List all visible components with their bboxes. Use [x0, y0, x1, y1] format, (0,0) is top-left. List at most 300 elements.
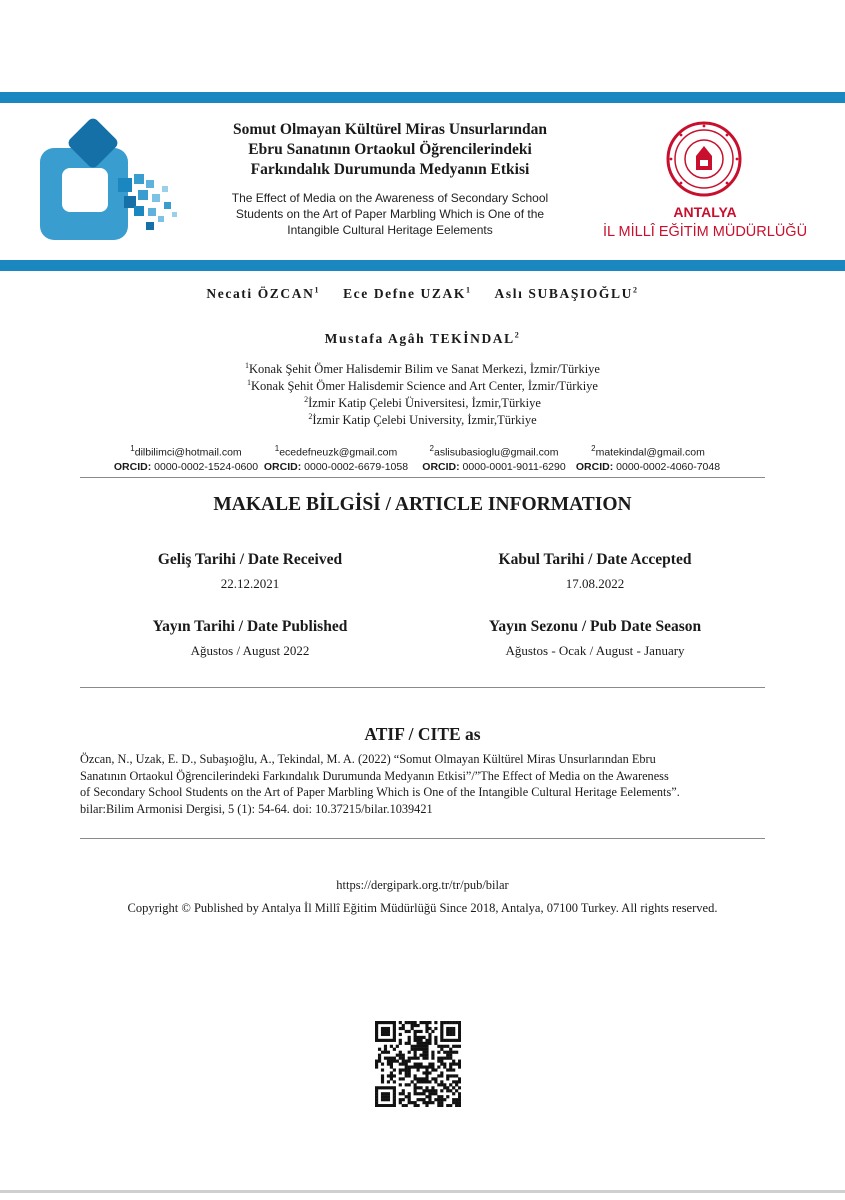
qr-module [443, 1098, 446, 1101]
qr-module [399, 1039, 402, 1042]
qr-module [422, 1077, 425, 1080]
qr-module [452, 1063, 455, 1066]
qr-module [393, 1089, 396, 1092]
qr-module [452, 1021, 455, 1024]
qr-module [417, 1068, 420, 1071]
qr-module [396, 1060, 399, 1063]
qr-module [428, 1027, 431, 1030]
qr-module [443, 1063, 446, 1066]
qr-module [437, 1065, 440, 1068]
author-name: Ece Defne UZAK$^1$ [343, 285, 472, 301]
email-link[interactable]: aslisubasioglu@gmail.com [433, 446, 559, 459]
qr-module [440, 1048, 443, 1051]
email-link[interactable]: dilbilimci@hotmail.com [134, 446, 242, 459]
qr-module [414, 1074, 417, 1077]
qr-module [446, 1074, 449, 1077]
qr-module [399, 1083, 402, 1086]
qr-module [402, 1063, 405, 1066]
qr-module [428, 1080, 431, 1083]
qr-module [414, 1092, 417, 1095]
qr-module [402, 1057, 405, 1060]
qr-module [414, 1033, 417, 1036]
qr-module [428, 1092, 431, 1095]
qr-module [449, 1051, 452, 1054]
qr-module [417, 1086, 420, 1089]
qr-module [405, 1071, 408, 1074]
affiliation: $^1$Konak Şehit Ömer Halisdemir Bilim ve Sanat Merkezi, İzmir/Türkiye [245, 361, 600, 377]
qr-module [417, 1065, 420, 1068]
qr-module [419, 1048, 422, 1051]
qr-module [449, 1033, 452, 1036]
qr-module [422, 1051, 425, 1054]
qr-module [402, 1092, 405, 1095]
qr-module [440, 1089, 443, 1092]
qr-module [431, 1092, 434, 1095]
qr-module [428, 1033, 431, 1036]
qr-module [425, 1080, 428, 1083]
qr-module [411, 1024, 414, 1027]
qr-module [378, 1086, 381, 1089]
qr-module [419, 1092, 422, 1095]
qr-module [422, 1021, 425, 1024]
email-link[interactable]: matekindal@gmail.com [595, 446, 705, 459]
qr-module [425, 1068, 428, 1071]
qr-module [387, 1027, 390, 1030]
qr-module [375, 1092, 378, 1095]
qr-module [387, 1060, 390, 1063]
qr-module [378, 1048, 381, 1051]
qr-module [411, 1021, 414, 1024]
copyright-notice: Copyright © Published by Antalya İl Millî Eğitim Müdürlüğü Since 2018, Antalya, 07100 Turkey. All rights reserved. [127, 901, 718, 915]
qr-module [434, 1077, 437, 1080]
qr-module [437, 1098, 440, 1101]
qr-module [387, 1092, 390, 1095]
qr-module [384, 1039, 387, 1042]
title-tr-line: Somut Olmayan Kültürel Miras Unsurlarından [232, 121, 548, 138]
qr-module [455, 1101, 458, 1104]
title-tr-line: Ebru Sanatının Ortaokul Öğrencilerindeki [248, 141, 532, 158]
qr-code-icon[interactable] [375, 1021, 461, 1107]
qr-module [455, 1021, 458, 1024]
qr-module [449, 1030, 452, 1033]
affiliation: $^1$Konak Şehit Ömer Halisdemir Science and Art Center, İzmir/Türkiye [247, 378, 598, 394]
qr-module [428, 1036, 431, 1039]
qr-module [402, 1027, 405, 1030]
qr-module [390, 1071, 393, 1074]
qr-module [428, 1071, 431, 1074]
qr-module [449, 1021, 452, 1024]
qr-module [411, 1027, 414, 1030]
qr-module [393, 1030, 396, 1033]
qr-module [455, 1074, 458, 1077]
author-name: Mustafa Agâh TEKİNDAL$^2$ [324, 330, 521, 346]
qr-module [387, 1057, 390, 1060]
qr-module [387, 1039, 390, 1042]
qr-module [393, 1060, 396, 1063]
qr-module [375, 1101, 378, 1104]
qr-module [443, 1086, 446, 1089]
qr-module [437, 1074, 440, 1077]
qr-module [428, 1063, 431, 1066]
qr-module [419, 1045, 422, 1048]
orcid-id[interactable]: 0000-0002-4060-7048 [616, 460, 721, 473]
qr-module [414, 1104, 417, 1107]
qr-module [419, 1077, 422, 1080]
divider [80, 477, 765, 478]
qr-module [422, 1098, 425, 1101]
qr-module [440, 1060, 443, 1063]
qr-module [458, 1060, 461, 1063]
qr-module [381, 1080, 384, 1083]
qr-module [425, 1104, 428, 1107]
qr-module [375, 1086, 378, 1089]
qr-module [452, 1086, 455, 1089]
qr-module [387, 1033, 390, 1036]
qr-module [443, 1021, 446, 1024]
article-info-heading: MAKALE BİLGİSİ / ARTICLE INFORMATION [213, 494, 632, 515]
qr-module [419, 1063, 422, 1066]
qr-module [446, 1021, 449, 1024]
citation-line: Özcan, N., Uzak, E. D., Subaşıoğlu, A., Tekindal, M. A. (2022) “Somut Olmayan Kültürel Miras Unsurlarından Ebru [80, 752, 656, 766]
qr-module [387, 1104, 390, 1107]
qr-module [417, 1098, 420, 1101]
qr-module [378, 1054, 381, 1057]
qr-module [431, 1054, 434, 1057]
qr-module [417, 1045, 420, 1048]
qr-module [428, 1095, 431, 1098]
qr-module [399, 1063, 402, 1066]
qr-module [399, 1027, 402, 1030]
qr-module [402, 1024, 405, 1027]
qr-module [396, 1045, 399, 1048]
qr-module [393, 1036, 396, 1039]
qr-module [425, 1039, 428, 1042]
qr-module [417, 1104, 420, 1107]
qr-module [408, 1036, 411, 1039]
qr-module [384, 1021, 387, 1024]
date-published-value: Ağustos / August 2022 [190, 643, 310, 658]
qr-module [440, 1039, 443, 1042]
qr-module [399, 1098, 402, 1101]
qr-module [414, 1063, 417, 1066]
qr-module [437, 1051, 440, 1054]
qr-module [431, 1030, 434, 1033]
qr-module [452, 1068, 455, 1071]
qr-module [440, 1095, 443, 1098]
qr-module [414, 1083, 417, 1086]
qr-module [440, 1027, 443, 1030]
qr-module [387, 1080, 390, 1083]
qr-module [393, 1039, 396, 1042]
qr-module [390, 1074, 393, 1077]
citation-line: bilar:Bilim Armonisi Dergisi, 5 (1): 54-64. doi: 10.37215/bilar.1039421 [80, 801, 433, 816]
qr-module [393, 1057, 396, 1060]
author-list-row2 [0, 330, 845, 347]
qr-module [458, 1065, 461, 1068]
qr-module [384, 1086, 387, 1089]
pub-season-label: Yayın Sezonu / Pub Date Season [488, 618, 702, 635]
qr-module [375, 1098, 378, 1101]
qr-module [375, 1065, 378, 1068]
qr-module [428, 1101, 431, 1104]
qr-module [375, 1024, 378, 1027]
qr-module [417, 1039, 420, 1042]
qr-module [399, 1033, 402, 1036]
qr-module [405, 1042, 408, 1045]
qr-module [393, 1021, 396, 1024]
author-name: Necati ÖZCAN$^1$ [206, 285, 321, 301]
qr-module [425, 1074, 428, 1077]
qr-module [437, 1045, 440, 1048]
qr-module [431, 1057, 434, 1060]
qr-module [440, 1104, 443, 1107]
qr-module [378, 1057, 381, 1060]
qr-module [434, 1098, 437, 1101]
qr-module [422, 1080, 425, 1083]
qr-module [452, 1033, 455, 1036]
qr-module [425, 1048, 428, 1051]
qr-module [408, 1039, 411, 1042]
qr-module [425, 1065, 428, 1068]
qr-module [449, 1048, 452, 1051]
qr-module [440, 1030, 443, 1033]
qr-module [458, 1027, 461, 1030]
page-edge [0, 1190, 845, 1193]
qr-module [390, 1104, 393, 1107]
qr-module [417, 1080, 420, 1083]
qr-module [428, 1098, 431, 1101]
qr-module [452, 1092, 455, 1095]
qr-module [425, 1027, 428, 1030]
qr-module [414, 1048, 417, 1051]
qr-module [455, 1039, 458, 1042]
qr-module [440, 1063, 443, 1066]
qr-module [405, 1095, 408, 1098]
qr-module [381, 1074, 384, 1077]
qr-module [419, 1039, 422, 1042]
divider [80, 838, 765, 839]
qr-module [443, 1039, 446, 1042]
institution-name-line1: ANTALYA [673, 204, 737, 220]
qr-module [431, 1063, 434, 1066]
qr-module [387, 1030, 390, 1033]
qr-module [431, 1068, 434, 1071]
qr-module [446, 1057, 449, 1060]
cite-heading: ATIF / CITE as [364, 724, 481, 744]
qr-module [440, 1071, 443, 1074]
article-title-en [195, 190, 585, 238]
qr-module [425, 1021, 428, 1024]
divider [80, 687, 765, 688]
qr-module [422, 1054, 425, 1057]
qr-module [446, 1033, 449, 1036]
qr-module [381, 1077, 384, 1080]
qr-module [422, 1036, 425, 1039]
qr-module [458, 1098, 461, 1101]
qr-module [375, 1027, 378, 1030]
qr-module [455, 1063, 458, 1066]
qr-module [381, 1030, 384, 1033]
affiliation: $^2$İzmir Katip Çelebi University, İzmir,Türkiye [308, 412, 537, 428]
qr-module [446, 1104, 449, 1107]
qr-module [393, 1104, 396, 1107]
qr-module [440, 1024, 443, 1027]
qr-module [437, 1060, 440, 1063]
qr-module [384, 1027, 387, 1030]
orcid-id[interactable]: 0000-0002-1524-0600 [154, 460, 259, 473]
qr-module [419, 1080, 422, 1083]
title-en-line: Students on the Art of Paper Marbling Which is One of the [235, 207, 545, 221]
qr-module [434, 1021, 437, 1024]
qr-module [425, 1042, 428, 1045]
qr-module [408, 1060, 411, 1063]
qr-module [458, 1092, 461, 1095]
qr-module [452, 1027, 455, 1030]
qr-module [449, 1068, 452, 1071]
qr-module [414, 1089, 417, 1092]
qr-module [455, 1089, 458, 1092]
qr-module [425, 1045, 428, 1048]
qr-module [431, 1086, 434, 1089]
qr-module [408, 1098, 411, 1101]
qr-module [408, 1071, 411, 1074]
qr-module [419, 1030, 422, 1033]
qr-module [399, 1042, 402, 1045]
qr-module [449, 1027, 452, 1030]
qr-module [446, 1089, 449, 1092]
qr-module [390, 1063, 393, 1066]
qr-module [417, 1092, 420, 1095]
qr-module [422, 1089, 425, 1092]
qr-module [393, 1092, 396, 1095]
qr-module [428, 1042, 431, 1045]
date-received-label: Geliş Tarihi / Date Received [157, 551, 343, 568]
qr-module [458, 1080, 461, 1083]
qr-module [408, 1092, 411, 1095]
qr-module [440, 1021, 443, 1024]
qr-module [402, 1098, 405, 1101]
qr-module [425, 1077, 428, 1080]
qr-module [399, 1092, 402, 1095]
qr-module [384, 1092, 387, 1095]
qr-module [414, 1045, 417, 1048]
qr-module [393, 1033, 396, 1036]
qr-module [405, 1074, 408, 1077]
qr-module [443, 1051, 446, 1054]
qr-module [411, 1057, 414, 1060]
orcid-id[interactable]: 0000-0002-6679-1058 [304, 460, 409, 473]
qr-module [422, 1048, 425, 1051]
qr-module [452, 1074, 455, 1077]
qr-module [449, 1057, 452, 1060]
qr-module [378, 1021, 381, 1024]
journal-url[interactable]: https://dergipark.org.tr/tr/pub/bilar [336, 878, 509, 892]
qr-module [408, 1068, 411, 1071]
citation-text [80, 751, 780, 817]
qr-module [452, 1039, 455, 1042]
qr-module [437, 1095, 440, 1098]
email-link[interactable]: ecedefneuzk@gmail.com [279, 446, 398, 459]
qr-module [375, 1063, 378, 1066]
qr-module [455, 1083, 458, 1086]
qr-module [458, 1033, 461, 1036]
qr-module [434, 1080, 437, 1083]
qr-module [440, 1033, 443, 1036]
qr-module [408, 1042, 411, 1045]
qr-module [390, 1057, 393, 1060]
qr-module [408, 1074, 411, 1077]
qr-module [411, 1045, 414, 1048]
qr-module [449, 1039, 452, 1042]
qr-module [393, 1048, 396, 1051]
qr-module [425, 1089, 428, 1092]
qr-module [384, 1104, 387, 1107]
qr-module [399, 1054, 402, 1057]
qr-module [419, 1042, 422, 1045]
qr-module [452, 1098, 455, 1101]
qr-module [402, 1054, 405, 1057]
qr-module [458, 1030, 461, 1033]
qr-module [458, 1021, 461, 1024]
qr-module [417, 1042, 420, 1045]
qr-module [393, 1027, 396, 1030]
qr-module [393, 1095, 396, 1098]
qr-module [419, 1098, 422, 1101]
qr-module [414, 1065, 417, 1068]
qr-module [408, 1030, 411, 1033]
qr-module [408, 1057, 411, 1060]
qr-module [452, 1060, 455, 1063]
qr-module [440, 1057, 443, 1060]
qr-module [449, 1083, 452, 1086]
qr-module [414, 1057, 417, 1060]
qr-module [399, 1077, 402, 1080]
orcid-id[interactable]: 0000-0001-9011-6290 [462, 460, 566, 473]
qr-module [402, 1089, 405, 1092]
qr-module [375, 1060, 378, 1063]
qr-module [422, 1057, 425, 1060]
qr-module [414, 1021, 417, 1024]
qr-module [399, 1057, 402, 1060]
qr-module [417, 1024, 420, 1027]
header-top-bar [0, 92, 845, 103]
citation-line: Sanatının Ortaokul Öğrencilerindeki Farkındalık Durumunda Medyanın Etkisi”/”The Effect of Media on the Awareness [80, 768, 669, 783]
qr-module [405, 1030, 408, 1033]
qr-module [422, 1042, 425, 1045]
qr-module [408, 1021, 411, 1024]
qr-module [428, 1065, 431, 1068]
qr-module [378, 1104, 381, 1107]
qr-module [440, 1045, 443, 1048]
qr-module [387, 1095, 390, 1098]
qr-module [381, 1039, 384, 1042]
qr-module [422, 1045, 425, 1048]
qr-module [440, 1083, 443, 1086]
qr-module [405, 1063, 408, 1066]
qr-module [452, 1101, 455, 1104]
qr-module [387, 1021, 390, 1024]
qr-module [417, 1048, 420, 1051]
qr-module [387, 1086, 390, 1089]
qr-module [396, 1054, 399, 1057]
qr-module [384, 1048, 387, 1051]
qr-module [440, 1098, 443, 1101]
qr-module [425, 1057, 428, 1060]
contact-block: $^2$matekindal@gmail.com ORCID: 0000-0002-4060-7048 [575, 444, 721, 473]
qr-module [455, 1051, 458, 1054]
qr-module [455, 1098, 458, 1101]
qr-module [399, 1021, 402, 1024]
